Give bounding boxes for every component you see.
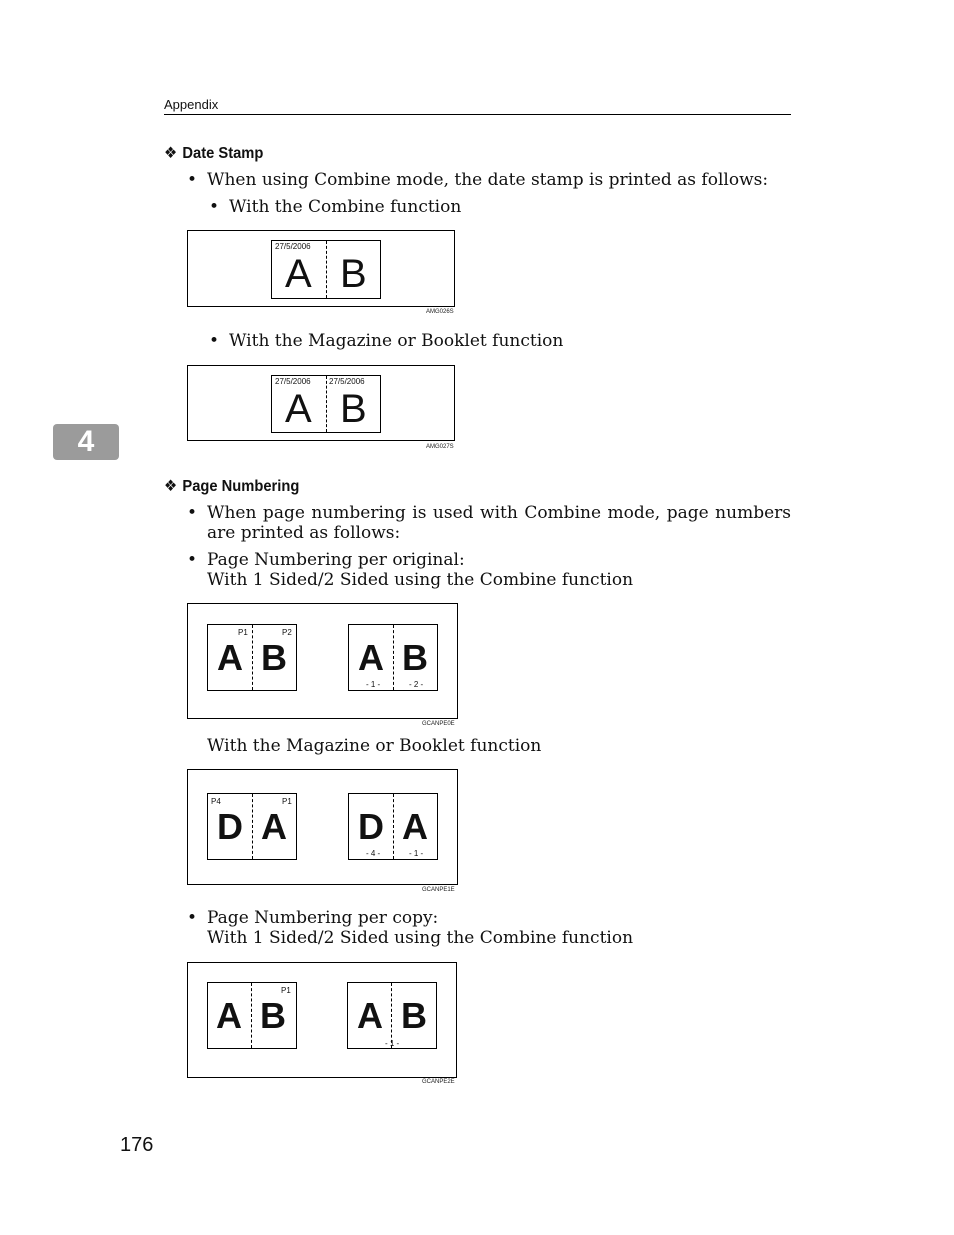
original-sheet (207, 982, 297, 1049)
bullet-icon: • (209, 331, 220, 351)
page-numbering-heading (164, 476, 299, 496)
running-header: Appendix (164, 97, 219, 112)
copy-sheet (348, 793, 438, 860)
diamond-icon: ❖ (164, 145, 178, 162)
figure-code: GCANPE2E (422, 1079, 455, 1085)
copy-sheet (347, 982, 437, 1049)
bullet-icon: • (209, 197, 220, 217)
fold-line (252, 625, 253, 690)
per-copy-text: • Page Numbering per copy: With 1 Sided/2 Sided using the Combine function (187, 908, 634, 948)
fold-line (326, 241, 327, 298)
date-stamp-heading (164, 143, 263, 163)
chapter-tab (53, 424, 119, 460)
page-letter: D (217, 806, 243, 847)
page-letter: A (357, 995, 383, 1036)
figure-code: GCANPE0E (422, 721, 455, 727)
page-number: - 2 - (409, 680, 424, 689)
fold-line (251, 983, 252, 1048)
page-numbering-intro: • When page numbering is used with Combine mode, page numbers are printed as follows: (187, 503, 791, 543)
page-letter: B (402, 637, 428, 678)
figure-per-copy-combine (187, 962, 457, 1078)
page-letter: A (261, 806, 287, 847)
bullet-icon: • (187, 503, 198, 523)
page-number-footer: 176 (120, 1134, 154, 1156)
page-label: P1 (281, 986, 291, 995)
diamond-icon: ❖ (164, 478, 178, 495)
date-stamp-title: Date Stamp (182, 145, 264, 162)
bullet-icon: • (187, 170, 198, 190)
page-letter: A (285, 387, 312, 431)
fold-line (252, 794, 253, 859)
combined-sheet (271, 375, 381, 433)
page-letter: A (285, 252, 312, 296)
bullet-icon: • (187, 550, 198, 570)
date-stamp: 27/5/2006 (275, 377, 311, 386)
figure-code: AMG026S (426, 309, 454, 315)
original-sheet (207, 624, 297, 691)
original-sheet (207, 793, 297, 860)
page-letter: D (358, 806, 384, 847)
page-label: P4 (211, 797, 221, 806)
page-letter: A (402, 806, 428, 847)
page-letter: B (401, 995, 427, 1036)
page-number: - 4 - (366, 849, 381, 858)
page-letter: B (260, 995, 286, 1036)
page-letter: B (261, 637, 287, 678)
page-letter: B (340, 252, 367, 296)
per-original-text: • Page Numbering per original: With 1 Sided/2 Sided using the Combine function (187, 550, 634, 590)
header-rule (164, 114, 791, 115)
page-number: - 1 - (385, 1039, 400, 1048)
copy-sheet (348, 624, 438, 691)
figure-date-stamp-magazine (187, 365, 455, 441)
page-letter: A (216, 995, 242, 1036)
chapter-number: 4 (77, 425, 95, 458)
figure-date-stamp-combine (187, 230, 455, 307)
figure-code: AMG027S (426, 444, 454, 450)
date-stamp-intro: • When using Combine mode, the date stamp is printed as follows: (187, 170, 769, 190)
fold-line (393, 794, 394, 859)
page-letter: A (217, 637, 243, 678)
fold-line (393, 625, 394, 690)
page-number: - 1 - (366, 680, 381, 689)
page-numbering-title: Page Numbering (182, 478, 300, 495)
page-number: - 1 - (409, 849, 424, 858)
page-letter: B (340, 387, 367, 431)
date-stamp: 27/5/2006 (329, 377, 365, 386)
bullet-icon: • (187, 908, 198, 928)
fold-line (326, 376, 327, 432)
figure-code: GCANPE1E (422, 887, 455, 893)
figure-per-original-combine (187, 603, 458, 719)
date-stamp: 27/5/2006 (275, 242, 311, 251)
page-letter: A (358, 637, 384, 678)
magazine-caption: • With the Magazine or Booklet function (209, 331, 564, 351)
figure-per-original-magazine (187, 769, 458, 885)
page-label: P2 (282, 628, 292, 637)
combined-sheet (271, 240, 381, 299)
page-label: P1 (282, 797, 292, 806)
page-label: P1 (238, 628, 248, 637)
combine-caption: • With the Combine function (209, 197, 462, 217)
magazine-caption: With the Magazine or Booklet function (207, 736, 542, 756)
